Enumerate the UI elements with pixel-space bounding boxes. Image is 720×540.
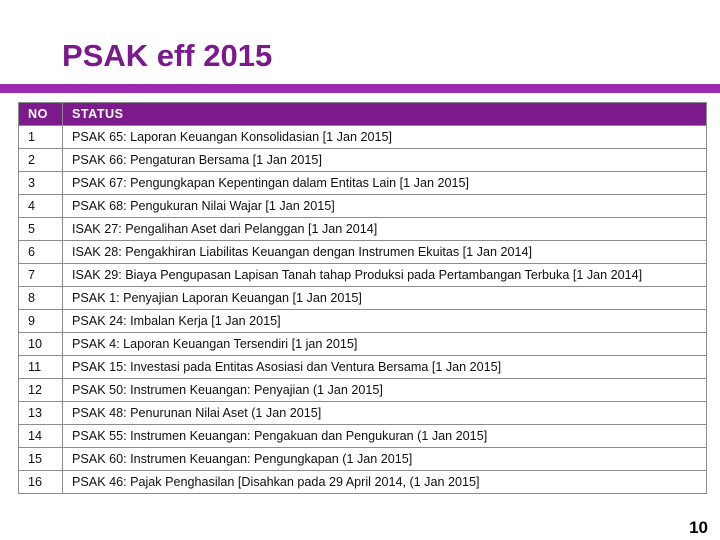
title-divider-bar <box>0 84 720 93</box>
row-status: PSAK 65: Laporan Keuangan Konsolidasian [1 Jan 2015] <box>63 126 707 149</box>
row-number: 15 <box>19 448 63 471</box>
row-status: PSAK 55: Instrumen Keuangan: Pengakuan dan Pengukuran (1 Jan 2015] <box>63 425 707 448</box>
row-number: 5 <box>19 218 63 241</box>
row-status: PSAK 24: Imbalan Kerja [1 Jan 2015] <box>63 310 707 333</box>
table-row <box>19 195 707 218</box>
table-row <box>19 241 707 264</box>
row-status: ISAK 27: Pengalihan Aset dari Pelanggan [1 Jan 2014] <box>63 218 707 241</box>
row-number: 14 <box>19 425 63 448</box>
row-number: 13 <box>19 402 63 425</box>
table-row <box>19 379 707 402</box>
row-number: 9 <box>19 310 63 333</box>
row-status: PSAK 15: Investasi pada Entitas Asosiasi dan Ventura Bersama [1 Jan 2015] <box>63 356 707 379</box>
slide-title: PSAK eff 2015 <box>62 38 273 73</box>
table-row <box>19 149 707 172</box>
row-status: ISAK 28: Pengakhiran Liabilitas Keuangan dengan Instrumen Ekuitas [1 Jan 2014] <box>63 241 707 264</box>
row-number: 12 <box>19 379 63 402</box>
row-status: PSAK 46: Pajak Penghasilan [Disahkan pada 29 April 2014, (1 Jan 2015] <box>63 471 707 494</box>
table-row <box>19 333 707 356</box>
table-row <box>19 218 707 241</box>
table-row <box>19 287 707 310</box>
row-number: 1 <box>19 126 63 149</box>
table-row <box>19 264 707 287</box>
row-status: PSAK 60: Instrumen Keuangan: Pengungkapan (1 Jan 2015] <box>63 448 707 471</box>
row-status: PSAK 67: Pengungkapan Kepentingan dalam Entitas Lain [1 Jan 2015] <box>63 172 707 195</box>
header-no: NO <box>19 103 63 126</box>
table-row <box>19 126 707 149</box>
row-number: 4 <box>19 195 63 218</box>
table-row <box>19 310 707 333</box>
table-row <box>19 448 707 471</box>
table-header-row <box>19 103 707 126</box>
table-row <box>19 425 707 448</box>
row-status: PSAK 1: Penyajian Laporan Keuangan [1 Jan 2015] <box>63 287 707 310</box>
row-number: 2 <box>19 149 63 172</box>
row-status: PSAK 50: Instrumen Keuangan: Penyajian (1 Jan 2015] <box>63 379 707 402</box>
table-row <box>19 172 707 195</box>
row-number: 3 <box>19 172 63 195</box>
row-number: 11 <box>19 356 63 379</box>
page-number: 10 <box>689 518 708 537</box>
row-number: 10 <box>19 333 63 356</box>
standards-table <box>18 102 707 494</box>
row-number: 8 <box>19 287 63 310</box>
row-number: 16 <box>19 471 63 494</box>
table-row <box>19 402 707 425</box>
table-row <box>19 471 707 494</box>
table-row <box>19 356 707 379</box>
row-number: 7 <box>19 264 63 287</box>
table-body <box>19 126 707 494</box>
row-status: PSAK 66: Pengaturan Bersama [1 Jan 2015] <box>63 149 707 172</box>
row-status: PSAK 4: Laporan Keuangan Tersendiri [1 jan 2015] <box>63 333 707 356</box>
header-status: STATUS <box>63 103 707 126</box>
row-status: ISAK 29: Biaya Pengupasan Lapisan Tanah tahap Produksi pada Pertambangan Terbuka [1 Jan 2014] <box>63 264 707 287</box>
row-number: 6 <box>19 241 63 264</box>
row-status: PSAK 68: Pengukuran Nilai Wajar [1 Jan 2015] <box>63 195 707 218</box>
row-status: PSAK 48: Penurunan Nilai Aset (1 Jan 2015] <box>63 402 707 425</box>
